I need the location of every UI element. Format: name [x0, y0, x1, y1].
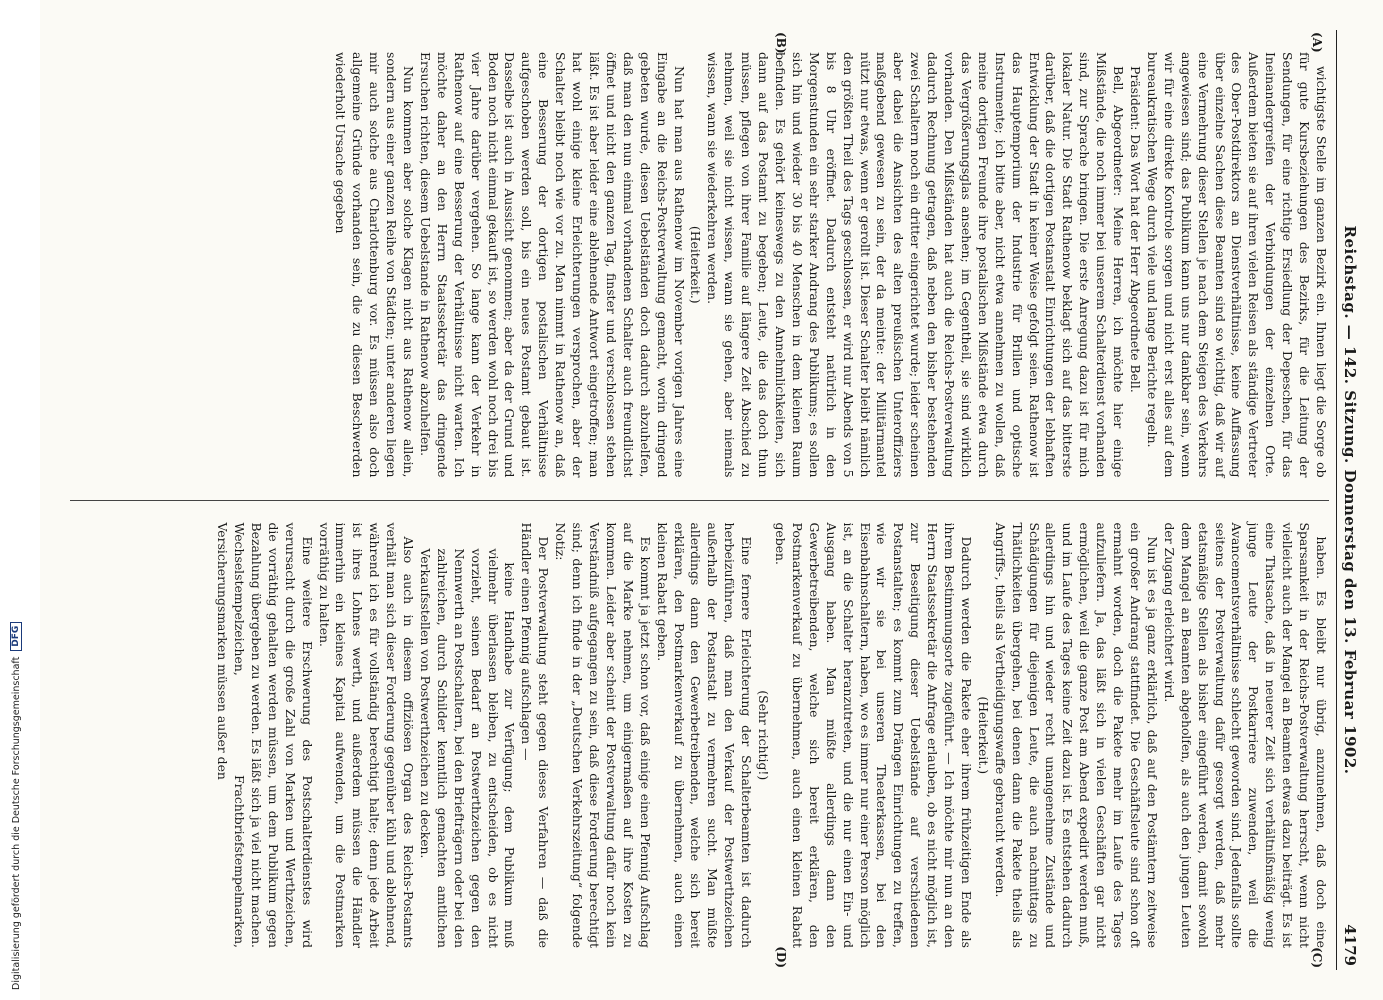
left-paragraph: wichtigste Stelle im ganzen Bezirk ein. Ihnen liegt die Sorge ob für gute Kursbeziehungen des Bezirks, für die Leitung der Sendungen, für eine richtige Ersiedlung der Depeschen, für das Ineinandergreifen der Verbindungen der einzelnen Orte. Außerdem bieten sie auf ihren vielen Reisen als ständige Vertreter des Ober-Postdirektors an Dienstverhältnisse, keine Auffassung über einzelne Sachen diese Beamten sind so wichtig, daß wir auf eine Vermehrung dieser Stellen je nach dem Steigen des Verkehrs angewiesen sind; das Publikum kann uns nur dankbar sein, wenn wir für eine direkte Kontrole sorgen und nicht erst alles auf dem bureaukratischen Wege durch viele und lange Berichte regeln.	[1144, 52, 1329, 478]
right-paragraph: Es kommt ja jetzt schon vor, daß einige einen Pfennig Aufschlag auf die Marke nehmen, um einigermaßen auf ihre Kosten zu kommen. Leider aber scheint der Postverwaltung dafür noch kein Verständniß aufgegangen zu sein, daß diese Forderung berechtigt sind; denn ich finde in der „Deutschen Verkehrszeitung“ folgende Notiz:	[553, 522, 653, 948]
page-number: 4179	[1341, 924, 1359, 966]
right-paragraph: (Heiterkeit.)	[975, 696, 991, 775]
left-paragraph: Bell, Abgeordneter: Meine Herren, ich möchte hier einige Mißstände, die noch immer bei unserem Schalterdienst vorhanden sind, zur Sprache bringen. Die erste Anregung dazu ist für mich lokaler Natur. Die Stadt Rathenow beklagt sich auf das bitterste darüber, daß die dortigen Postanstalt Einrichtungen der lebhaften Entwicklung der Stadt in keiner Weise gefolgt seien. Rathenow ist das Hauptemporium der Industrie für Brillen und optische Instrumente; ich bitte aber, nicht etwa annehmen zu wollen, daß meine dortigen Freunde ihre postalischen Mißstände etwa durch das Vergrößerungsglas ansehen; im Gegentheil, sie sind wirklich vorhanden. Den Mißständen hat auch die Reichs-Postverwaltung dadurch Rechnung getragen, daß neben den bisher bestehenden zwei Schaltern noch ein dritter eingerichtet wurde; leider scheinen aber dabei die Ansichten des alten preußischen Unteroffiziers maßgebend gewesen zu sein, der da meinte: der Militärmantel nützt nur etwas, wenn er gerollt ist. Dieser Schalter bleibt nämlich den größten Theil des Tags geschlossen, er wird nur Abends von 5 bis 8 Uhr eröffnet. Dadurch entsteht natürlich in den Morgenstunden ein sehr starker Andrang des Publikums; es sollen sich hin und wieder 30 bis 40 Menschen in dem kleinen Raum befinden. Es gehört keineswegs zu den Annehmlichkeiten, sich dann auf das Postamt zu begeben; Leute, die das doch thun müssen, pflegen von ihrer Familie auf längere Zeit Abschied zu nehmen, weil sie nicht wissen, wann sie gehen, aber niemals wissen, wann sie wiederkehren werden.	[705, 52, 1127, 478]
footer-strip	[10, 0, 30, 990]
right-paragraph: Eine weitere Erschwerung des Postschalterdienstes wird verursacht durch die große Zahl von Marken und Werthzeichen, die vorräthig gehalten werden müssen, um dem Publikum gegen Bezahlung übergeben zu werden. Es läßt sich ja viel nicht machen. Wechselstempelzeichen, Frachtbriefstempelmarken, Versicherungsmarken müssen außer den	[215, 522, 315, 948]
right-paragraph: Dadurch werden die Pakete eher ihrem frühzeitigen Ende als ihrem Bestimmungsorte zugeführt. — Ich möchte mir nun an den Herrn Staatssekretär die Anfrage erlauben, ob es nicht möglich ist, zur Beseitigung dieser Uebelstände auf verschiedenen Postanstalten; es kommt zum Drängen Einrichtungen zu treffen, wie wir sie bei unseren Theaterkassen, bei den Eisenbahnschaltern, haben, wo es immer nur einer Person möglich ist, an die Schalter heranzutreten, und die nur einen Ein- und Ausgang haben. Man müßte allerdings dann den Gewerbetreibenden, welche sich bereit erklären, den Postmarkenverkauf zu übernehmen, auch einen kleinen Rabatt geben.	[773, 522, 974, 948]
margin-mark-c: (C)	[1310, 947, 1324, 968]
footer	[10, 622, 22, 990]
left-paragraph: Nun kommen aber solche Klagen nicht aus Rathenow allein, sondern aus einer ganzen Reihe von Städten; unter anderen liegen mir auch solche aus Charlottenburg vor. Es müssen also doch allgemeine Gründe vorhanden sein, die zu diesen Beschwerden wiederholt Ursache gegeben	[333, 52, 417, 478]
running-head	[1336, 30, 1363, 970]
margin-mark-d: (D)	[774, 946, 788, 968]
right-column	[70, 500, 1329, 971]
right-paragraph: haben. Es bleibt nur übrig, anzunehmen, daß doch eine Sparsamkeit in der Reichs-Postverwaltung herrscht, wenn nicht vielleicht auch der Mangel an Beamten etwas dazu beiträgt. Es ist eine Thatsache, daß in neuerer Zeit sich verhältnißmäßig wenig junge Leute der Postkarriere zuwenden, weil die Avancementsverhältnisse schlecht geworden sind. Jedenfalls sollte seitens der Postverwaltung dafür gesorgt werden, daß mehr etatsmäßige Stellen als bisher eingeführt werden, damit sowohl dem Mangel an Beamten abgeholfen, als auch den jungen Leuten der Zugang erleichtert wird.	[1161, 522, 1329, 948]
right-paragraph: Eine fernere Erleichterung der Schalterbeamten ist dadurch herbeizuführen, daß man den Verkauf der Postwerthzeichen außerhalb der Postanstalt zu vermehren sucht. Man müßte allerdings dann den Gewerbetreibenden, welche sich bereit erklären, den Postmarkenverkauf zu übernehmen, auch einen kleinen Rabatt geben.	[654, 522, 755, 948]
margin-mark-b: (B)	[774, 32, 788, 54]
right-paragraph: Also auch in diesem offiziösen Organ des Reichs-Postamts verhält man sich dieser Forderung gegenüber kühl und ablehnend, während ich es für vollständig berechtigt halte; denn jede Arbeit ist ihres Lohnes werth, und außerdem müssen die Händler immerhin ein kleines Kapital aufwenden, um die Postmarken vorräthig zu halten.	[316, 522, 417, 948]
left-paragraph: (Heiterkeit.)	[688, 225, 704, 304]
right-paragraph: Nun ist es ja ganz erklärlich, daß auf den Postämtern zeitweise ein großer Andrang stattfindet. Die Geschäftsleute sind schon oft ermahnt worden, doch die Pakete mehr im Laufe des Tages aufzuliefern. Ja, das läßt sich in vielen Geschäften gar nicht ermöglichen, weil die ganze Post am Abend expedirt werden muß, und im Laufe des Tages keine Zeit dazu ist. Es entstehen dadurch allerdings hin und wieder recht unangenehme Zustände und Schädigungen für diejenigen Leute, die auch nachmittags zu Thätlichkeiten übergehen, bei denen dann die Pakete theils als Angriffs-, theils als Vertheidigungswaffe gebraucht werden.	[992, 522, 1160, 948]
right-paragraph: Der Postverwaltung steht gegen dieses Verfahren — daß die Händler einen Pfennig aufschlagen —	[519, 522, 552, 948]
page-content	[70, 30, 1363, 970]
scanned-page	[40, 0, 1383, 1000]
margin-mark-a: (A)	[1310, 32, 1324, 53]
dfg-logo: DFG	[10, 622, 22, 651]
left-paragraph: Präsident: Das Wort hat der Herr Abgeordnete Bell.	[1128, 66, 1144, 393]
left-column	[70, 30, 1329, 500]
right-paragraph: (Sehr richtig!)	[756, 690, 772, 781]
text-columns	[70, 30, 1329, 970]
left-paragraph: Nun hat man aus Rathenow im November vorigen Jahres eine Eingabe an die Reichs-Postverwaltung gemacht, worin dringend gebeten wurde, diesen Uebelständen doch dadurch abzuhelfen, daß man den nun einmal vorhandenen Schalter auch freundlichst öffnet und nicht den ganzen Tag, finster und verschlossen stehen läßt. Es ist aber leider eine ablehnende Antwort eingetroffen; man hat wohl einige kleine Erleichterungen versprochen, aber der Schalter bleibt noch wie vor zu. Man nimmt in Rathenow an, daß eine Besserung der dortigen postalischen Verhältnisse aufgeschoben werden soll, bis ein neues Postamt gebaut ist. Dasselbe ist auch in Aussicht genommen; aber da der Grund und Boden noch nicht einmal gekauft ist, so werden wohl noch drei bis vier Jahre darüber vergehen. So lange kann der Verkehr in Rathenow auf eine Besserung der Verhältnisse nicht warten. Ich möchte daher an den Herrn Staatssekretär das dringende Ersuchen richten, diesem Uebelstande in Rathenow abzuhelfen.	[417, 52, 687, 478]
footer-text: Digitalisierung gefördert durch die Deutsche Forschungsgemeinschaft	[10, 656, 22, 990]
right-paragraph: keine Handhabe zur Verfügung; dem Publikum muß vielmehr überlassen bleiben, zu entscheiden, ob es nicht vorzieht, seinen Bedarf an Postwerthzeichen gegen den Nennwerth an Postschaltern, bei den Briefträgern oder bei den zahlreichen, durch Schilder kenntlich gemachten amtlichen Verkaufsstellen von Postwerthzeichen zu decken.	[417, 548, 518, 948]
running-head-title: Reichstag. — 142. Sitzung. Donnerstag den 13. Februar 1902.	[1341, 225, 1359, 775]
